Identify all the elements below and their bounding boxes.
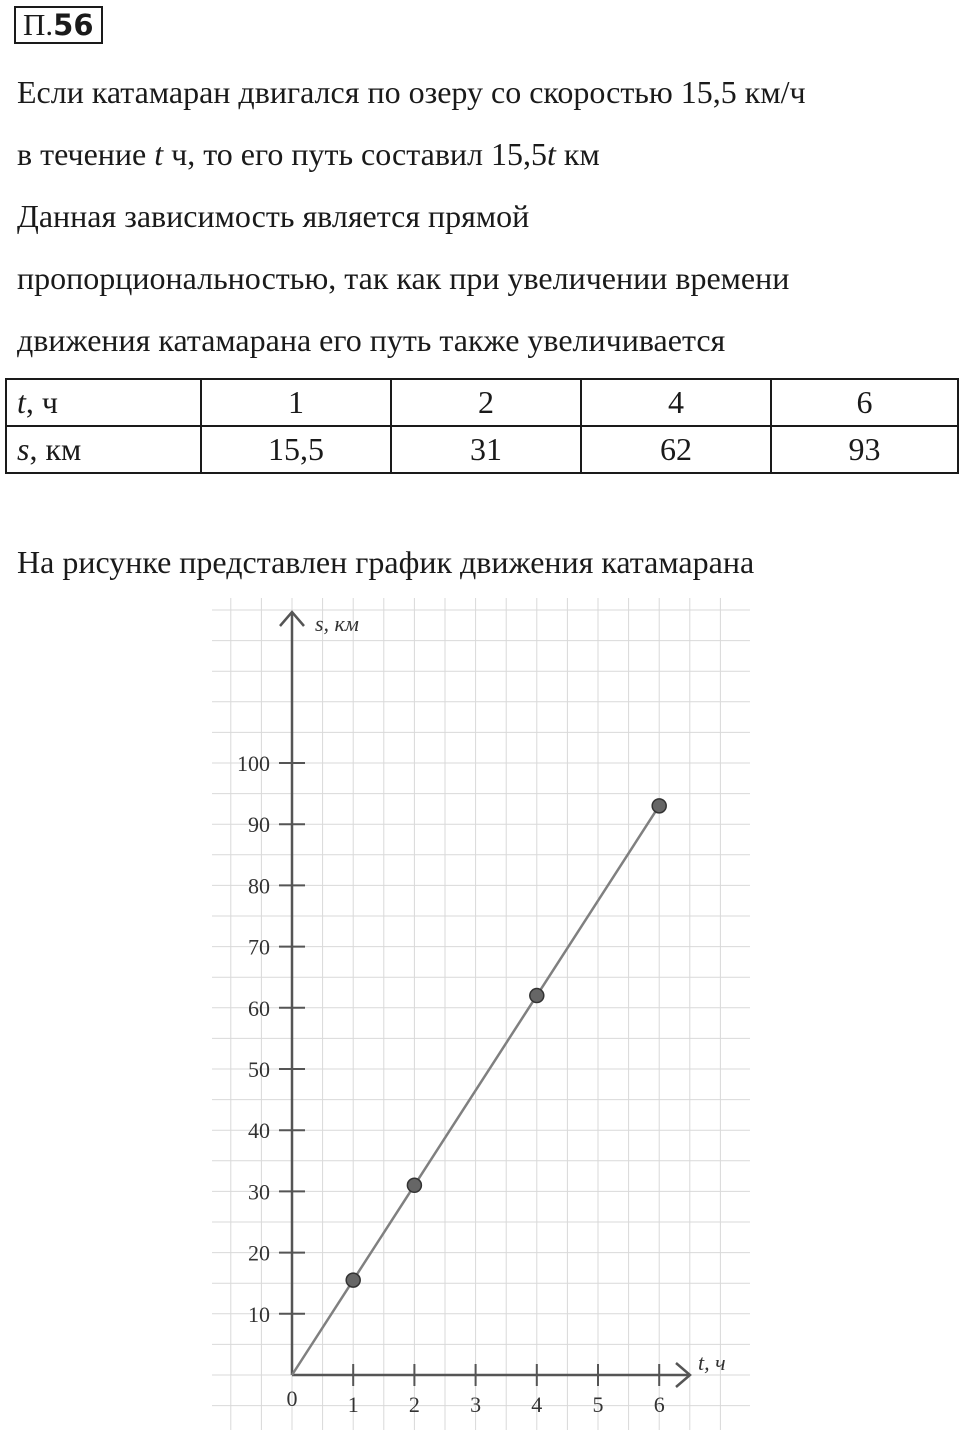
origin-label: 0 [286,1386,298,1411]
y-tick-label: 90 [248,812,270,838]
x-tick-label: 2 [408,1392,420,1417]
y-tick-label: 100 [237,751,270,776]
line2-text-b: ч, то его путь составил 15,5 [163,136,548,172]
cell-t-2: 2 [391,379,581,426]
paragraph-line-5: движения катамарана его путь также увеличивается [17,322,726,358]
data-point [652,799,666,813]
paragraph-line-1: Если катамаран двигался по озеру со скоростью 15,5 км/ч [17,74,806,110]
data-point [530,989,544,1003]
x-axis-label: t, ч [698,1350,726,1375]
y-tick-label: 70 [248,934,270,960]
cell-s-3: 62 [581,426,771,473]
data-point [407,1178,421,1192]
y-tick-label: 60 [248,995,270,1021]
paragraph-line-3: Данная зависимость является прямой [17,198,530,234]
x-tick-label: 6 [653,1392,665,1417]
cell-s-2: 31 [391,426,581,473]
problem-number: 56 [53,8,94,42]
line2-text-a: в течение [17,136,155,172]
cell-t-1: 1 [201,379,391,426]
x-tick-label: 3 [470,1392,482,1417]
cell-s-1: 15,5 [201,426,391,473]
cell-t-4: 6 [771,379,958,426]
unit-s: , км [29,431,82,467]
unit-t: , ч [25,384,58,420]
line2-var-t-2: t [547,136,556,172]
cell-s-4: 93 [771,426,958,473]
chart-caption: На рисунке представлен график движения катамарана [17,544,755,580]
var-s: s [17,431,30,467]
y-tick-label: 40 [248,1118,270,1144]
y-tick-label: 10 [248,1301,270,1327]
var-t: t [17,384,26,420]
y-tick-label: 50 [248,1057,270,1082]
x-tick-label: 5 [592,1392,604,1417]
y-tick-label: 20 [248,1240,270,1266]
cell-t-3: 4 [581,379,771,426]
problem-prefix: П. [23,7,54,42]
y-tick-label: 30 [248,1179,270,1205]
x-tick-label: 4 [531,1392,543,1417]
paragraph-line-4: пропорциональностью, так как при увеличении времени [17,260,790,296]
line2-text-c: км [555,136,600,172]
y-tick-label: 80 [248,873,270,899]
line2-var-t: t [154,136,164,172]
x-tick-label: 1 [347,1392,359,1417]
data-point [346,1273,360,1287]
y-axis-label: s, км [315,611,359,636]
